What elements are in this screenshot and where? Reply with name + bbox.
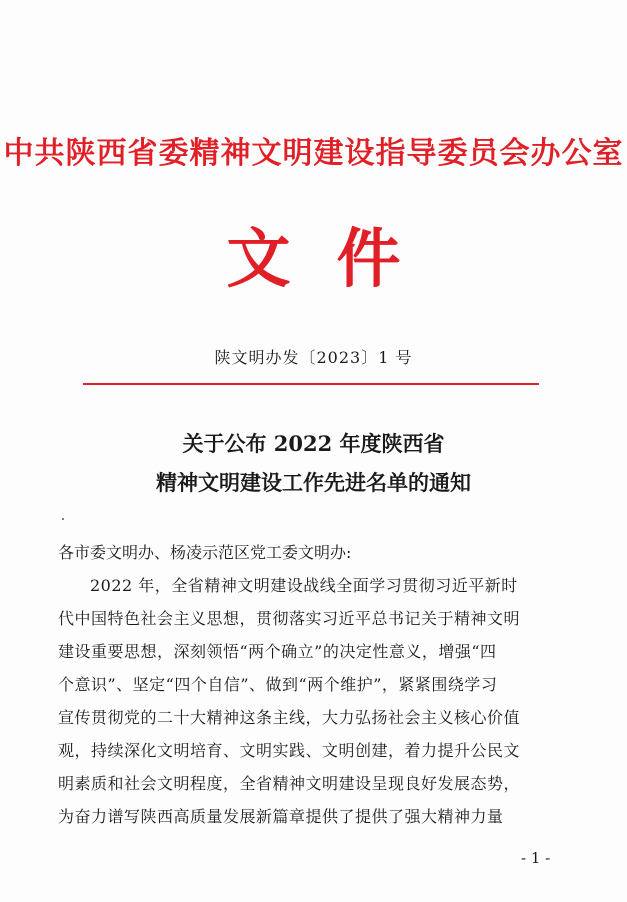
scan-mark — [62, 518, 64, 520]
document-number: 陕文明办发〔2023〕1 号 — [214, 348, 413, 367]
body-line-5: 宣传贯彻党的二十大精神这条主线，大力弘扬社会主义核心价值 — [58, 708, 521, 727]
body-line-4: 个意识”、坚定“四个自信”、做到“两个维护”，紧紧围绕学习 — [58, 675, 498, 694]
issuing-organization-header: 中共陕西省委精神文明建设指导委员会办公室 — [3, 136, 624, 171]
body-line-8: 为奋力谱写陕西高质量发展新篇章提供了提供了强大精神力量 — [58, 807, 504, 826]
body-line-7: 明素质和社会文明程度，全省精神文明建设呈现良好发展态势， — [58, 774, 521, 793]
salutation: 各市委文明办、杨凌示范区党工委文明办: — [58, 543, 352, 562]
page-number: - 1 - — [521, 849, 551, 867]
body-line-3: 建设重要思想，深刻领悟“两个确立”的决定性意义，增强“四 — [58, 642, 497, 661]
body-line-2: 代中国特色社会主义思想，贯彻落实习近平总书记关于精神文明 — [58, 609, 521, 628]
notice-title-line-2: 精神文明建设工作先进名单的通知 — [156, 470, 471, 495]
body-line-1: 2022 年，全省精神文明建设战线全面学习贯彻习近平新时 — [90, 576, 518, 595]
body-line-6: 观，持续深化文明培育、文明实践、文明创建，着力提升公民文 — [58, 741, 521, 760]
document-type-title: 文件 — [226, 223, 447, 297]
notice-title-line-1: 关于公布 2022 年度陕西省 — [182, 431, 445, 456]
red-separator-line — [83, 383, 539, 385]
